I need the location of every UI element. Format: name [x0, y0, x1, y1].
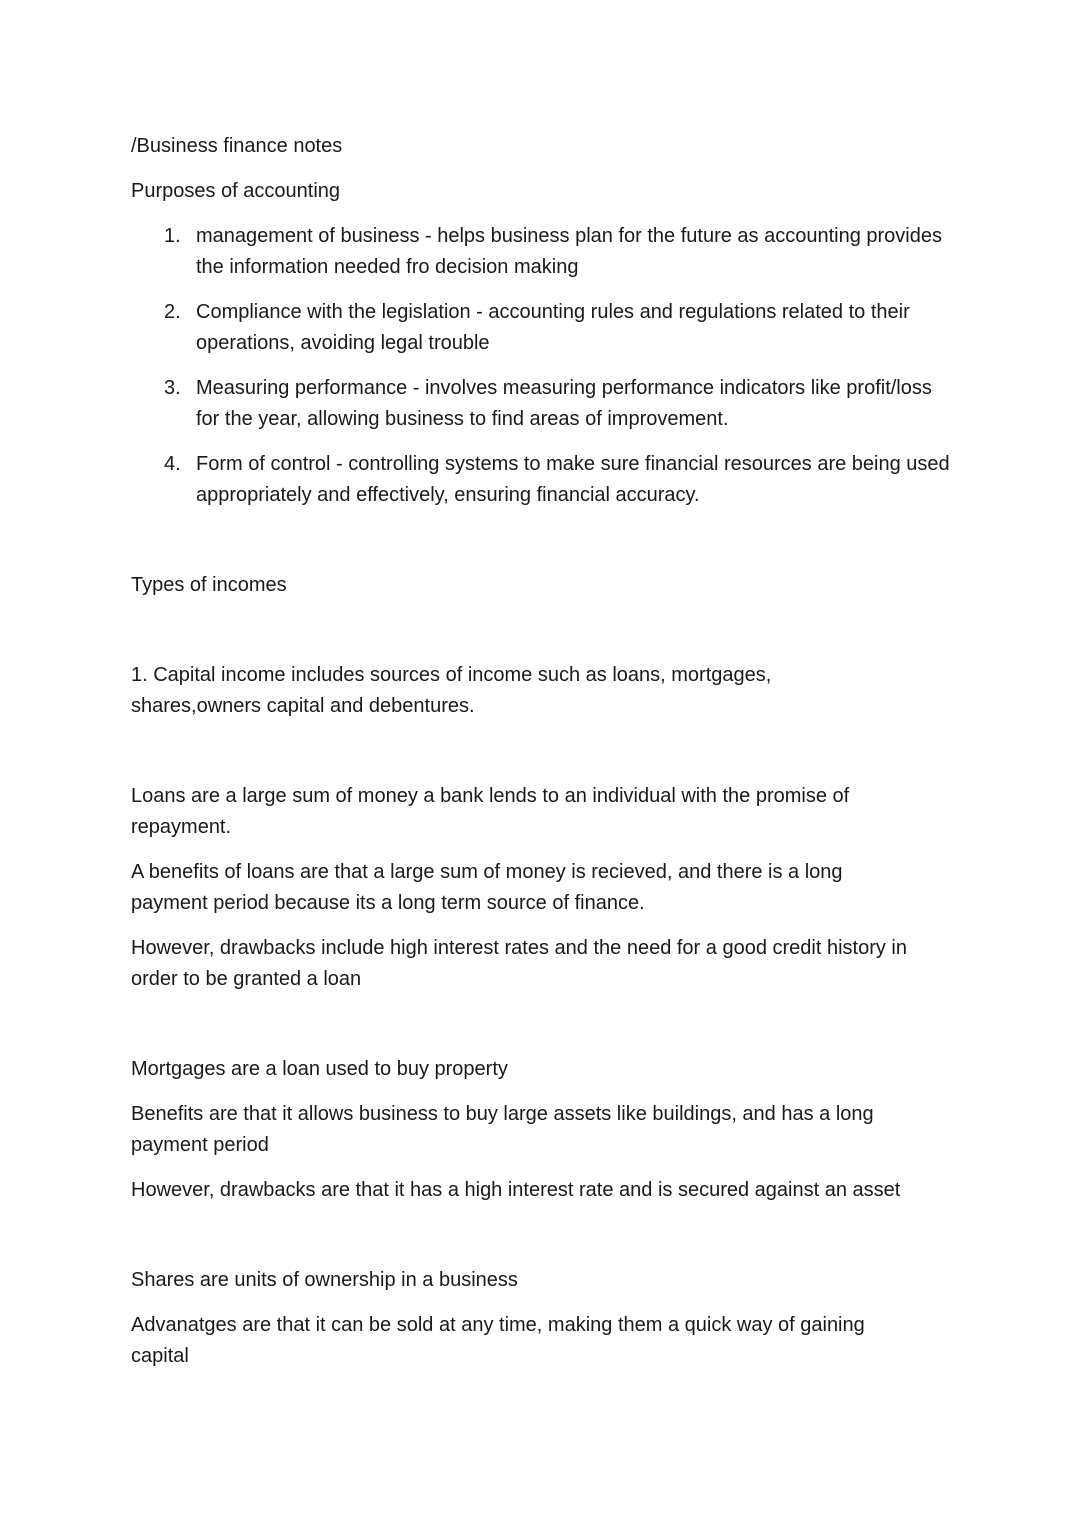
- mortgages-benefits: Benefits are that it allows business to buy large assets like buildings, and has a long payment period: [131, 1103, 874, 1156]
- list-text: Measuring performance - involves measuring performance indicators like profit/loss for the year, allowing business to find areas of improvement.: [196, 377, 932, 430]
- list-text: management of business - helps business plan for the future as accounting provides the information needed fro decision making: [196, 225, 942, 278]
- shares-definition: Shares are units of ownership in a business: [131, 1269, 518, 1291]
- list-item: [131, 373, 956, 435]
- capital-income-paragraph: 1. Capital income includes sources of income such as loans, mortgages, shares,owners capital and debentures.: [131, 664, 772, 717]
- list-number: 3.: [164, 377, 181, 399]
- list-item: [131, 449, 976, 511]
- mortgages-definition: Mortgages are a loan used to buy property: [131, 1058, 508, 1080]
- list-item: [131, 221, 956, 283]
- list-item: [131, 297, 956, 359]
- loans-drawbacks: However, drawbacks include high interest rates and the need for a good credit history in order to be granted a loan: [131, 937, 907, 990]
- list-text: Form of control - controlling systems to make sure financial resources are being used appropriately and effectively, ensuring financial accuracy.: [196, 453, 950, 506]
- purposes-list: [131, 221, 960, 511]
- mortgages-drawbacks: However, drawbacks are that it has a high interest rate and is secured against an asset: [131, 1179, 901, 1201]
- loans-definition: Loans are a large sum of money a bank lends to an individual with the promise of repayment.: [131, 785, 850, 838]
- list-number: 4.: [164, 453, 181, 475]
- shares-advantages: Advanatges are that it can be sold at any time, making them a quick way of gaining capital: [131, 1314, 865, 1367]
- incomes-heading: Types of incomes: [131, 574, 287, 596]
- list-text: Compliance with the legislation - accounting rules and regulations related to their operations, avoiding legal trouble: [196, 301, 910, 354]
- document-header: /Business finance notes: [131, 135, 343, 157]
- loans-benefits: A benefits of loans are that a large sum of money is recieved, and there is a long payment period because its a long term source of finance.: [131, 861, 843, 914]
- list-number: 2.: [164, 301, 181, 323]
- list-number: 1.: [164, 225, 181, 247]
- purposes-heading: Purposes of accounting: [131, 180, 341, 202]
